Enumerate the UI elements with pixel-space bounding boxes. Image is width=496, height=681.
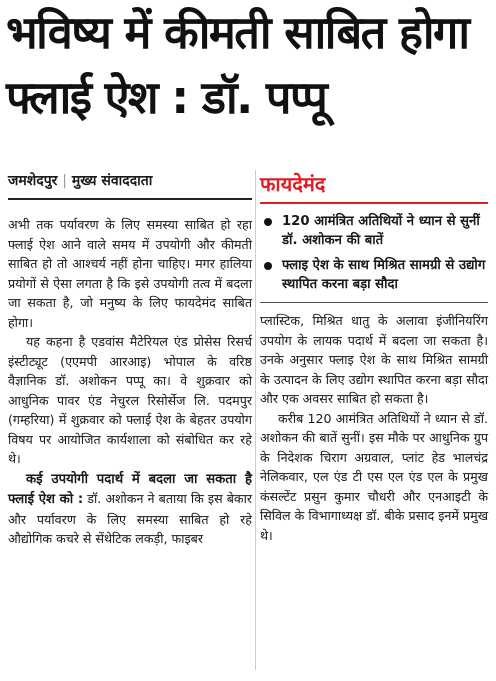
column-divider	[255, 170, 256, 670]
bullet-text: फ्लाइ ऐश के साथ मिश्रित सामग्री से उद्योग स्थापित करना बड़ा सौदा	[282, 258, 486, 292]
right-column	[260, 311, 488, 545]
box-title-rule	[260, 202, 488, 204]
byline-place: जमशेदपुर	[8, 173, 58, 189]
bullet-item	[260, 212, 490, 250]
byline-separator: |	[62, 173, 67, 189]
box-bottom-rule	[260, 302, 488, 303]
byline-author: मुख्य संवाददाता	[71, 173, 153, 189]
bullet-text: 120 आमंत्रित अतिथियों ने ध्यान से सुनीं डॉ. अशोकन की बातें	[282, 214, 480, 248]
paragraph-1: अभी तक पर्यावरण के लिए समस्या साबित हो रहा फ्लाई ऐश आने वाले समय में उपयोगी और कीमती साबित हो तो आश्चर्य नहीं होना चाहिए। मगर हालिया प्रयोगों से ऐसा लगता है कि इसे उपयोगी तत्व में बदला जा सकता है, जो मनुष्य के लिए फायदेमंद साबित होगा।	[8, 217, 252, 330]
bullet-item	[260, 256, 490, 294]
paragraph-5: करीब 120 आमंत्रित अतिथियों ने ध्यान से डॉ. अशोकन की बातें सुनीं। इस मौके पर आधुनिक ग्रुप के निदेशक चिराग अग्रवाल, प्लांट हेड भालचंद्र नेलिकवार, एल एंड टी एस एल एंड एल के प्रमुख कंसल्टेंट प्रसुन कुमार चौधरी और एनआइटी के सिविल के विभागाध्यक्ष डॉ. बीके प्रसाद इनमें प्रमुख थे।	[260, 410, 488, 543]
byline	[8, 171, 248, 191]
bullet-icon	[264, 262, 272, 270]
paragraph-3-text: डॉ. अशोकन ने बताया कि इस बेकार और पर्यावरण के लिए समस्या साबित हो रहे औद्योगिक कचरे से सेंथेटिक लकड़ी, फाइबर	[8, 491, 252, 546]
byline-rule	[8, 198, 252, 200]
highlight-bullets	[260, 212, 490, 300]
paragraph-2: यह कहना है एडवांस मैटेरियल एंड प्रोसेस रिसर्च इंस्टीट्यूट (एएमपी आरआइ) भोपाल के वरिष्ठ वैज्ञानिक डॉ. अशोकन पप्पू का। वे शुक्रवार को आधुनिक पावर एंड नेचुरल रिसोर्सेज लि. पदमपुर (गम्हरिया) में शुक्रवार को फ्लाई ऐश के बेहतर उपयोग विषय पर आयोजित कार्यशाला को संबोधित कर रहे थे।	[8, 334, 252, 466]
left-column	[8, 215, 252, 549]
subheading: कई उपयोगी पदार्थ में बदला जा सकता है फ्लाई ऐश को :	[8, 471, 252, 507]
bullet-icon	[264, 218, 272, 226]
paragraph-3	[8, 469, 252, 549]
box-title: फायदेमंद	[260, 172, 326, 196]
paragraph-4: प्लास्टिक, मिश्रित धातु के अलावा इंजीनियरिंग उपयोग के लायक पदार्थ में बदला जा सकता है। उनके अनुसार फ्लाइ ऐश के साथ मिश्रित सामग्री के उत्पादन के लिए उद्योग स्थापित करना बड़ा सौदा और एक अवसर साबित हो सकता है।	[260, 313, 488, 406]
headline: भविष्य में कीमती साबित होगा फ्लाई ऐश : डॉ. पप्पू	[6, 6, 469, 124]
